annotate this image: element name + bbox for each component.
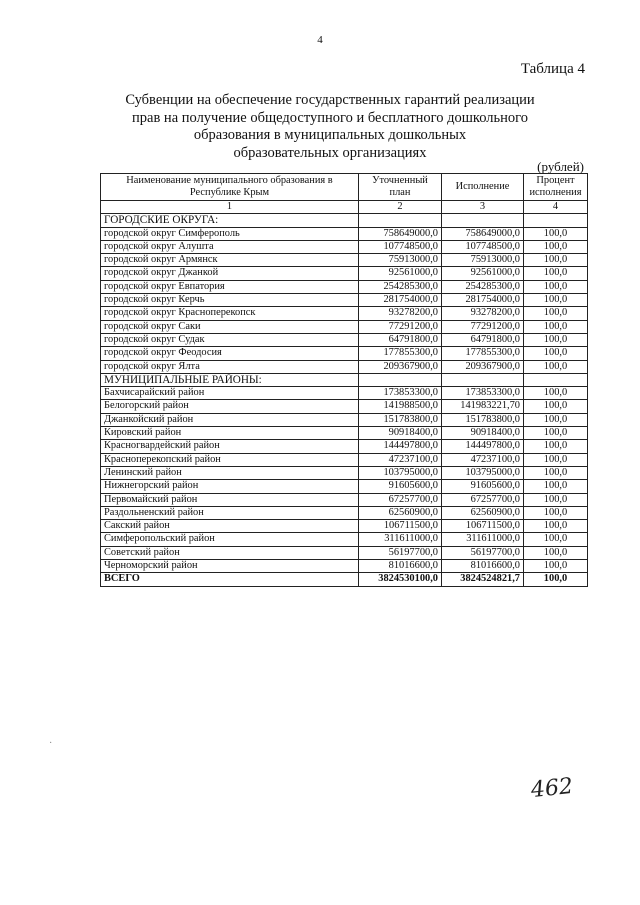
row-name: Первомайский район [101,493,359,506]
row-plan: 67257700,0 [359,493,442,506]
row-name: Белогорский район [101,400,359,413]
row-plan: 103795000,0 [359,466,442,479]
total-name: ВСЕГО [101,573,359,586]
row-name: Сакский район [101,520,359,533]
row-percent: 100,0 [524,520,588,533]
row-name: Нижнегорский район [101,480,359,493]
row-percent: 100,0 [524,440,588,453]
table-row [101,347,588,360]
row-execution: 56197700,0 [442,546,524,559]
row-name: городской округ Симферополь [101,227,359,240]
row-percent: 100,0 [524,413,588,426]
total-plan: 3824530100,0 [359,573,442,586]
table-row [101,466,588,479]
row-execution: 75913000,0 [442,254,524,267]
table-row [101,453,588,466]
table-row [101,280,588,293]
row-name: Симферопольский район [101,533,359,546]
row-percent: 100,0 [524,506,588,519]
row-execution: 47237100,0 [442,453,524,466]
page-number: 4 [317,34,323,46]
row-name: Джанкойский район [101,413,359,426]
row-plan: 62560900,0 [359,506,442,519]
table-row [101,427,588,440]
row-percent: 100,0 [524,294,588,307]
margin-mark: · [49,738,53,749]
row-plan: 144497800,0 [359,440,442,453]
row-execution: 144497800,0 [442,440,524,453]
row-plan: 47237100,0 [359,453,442,466]
row-execution: 141983221,70 [442,400,524,413]
handwritten-page-number: 462 [529,773,575,804]
row-name: городской округ Феодосия [101,347,359,360]
row-percent: 100,0 [524,427,588,440]
table-row [101,294,588,307]
row-plan: 56197700,0 [359,546,442,559]
row-percent: 100,0 [524,387,588,400]
row-plan: 90918400,0 [359,427,442,440]
row-execution: 107748500,0 [442,240,524,253]
row-name: Советский район [101,546,359,559]
table-row [101,307,588,320]
row-name: городской округ Красноперекопск [101,307,359,320]
row-percent: 100,0 [524,307,588,320]
row-plan: 77291200,0 [359,320,442,333]
row-execution: 67257700,0 [442,493,524,506]
title-line: прав на получение общедоступного и бесплатного дошкольного [132,109,528,126]
row-plan: 81016600,0 [359,560,442,573]
table-header-row [101,174,588,201]
row-plan: 311611000,0 [359,533,442,546]
row-execution: 281754000,0 [442,294,524,307]
document-title [120,92,540,162]
row-name: Бахчисарайский район [101,387,359,400]
title-line: Субвенции на обеспечение государственных гарантий реализации [125,92,535,108]
table-row [101,413,588,426]
column-numbers-row [101,201,588,214]
row-plan: 75913000,0 [359,254,442,267]
row-plan: 177855300,0 [359,347,442,360]
total-row [101,573,588,586]
row-execution: 93278200,0 [442,307,524,320]
title-line: образовательных организациях [233,144,427,161]
row-execution: 90918400,0 [442,427,524,440]
title-line: образования в муниципальных дошкольных [193,127,467,143]
row-plan: 92561000,0 [359,267,442,280]
row-plan: 106711500,0 [359,520,442,533]
total-execution: 3824524821,7 [442,573,524,586]
row-name: городской округ Алушта [101,240,359,253]
row-name: Раздольненский район [101,506,359,519]
table-label: Таблица 4 [520,61,585,77]
subventions-table [100,173,588,587]
row-percent: 100,0 [524,400,588,413]
table-row [101,320,588,333]
row-percent: 100,0 [524,493,588,506]
row-plan: 107748500,0 [359,240,442,253]
row-plan: 64791800,0 [359,333,442,346]
row-plan: 281754000,0 [359,294,442,307]
section-label: МУНИЦИПАЛЬНЫЕ РАЙОНЫ: [101,373,359,386]
row-percent: 100,0 [524,254,588,267]
row-execution: 91605600,0 [442,480,524,493]
row-plan: 93278200,0 [359,307,442,320]
row-plan: 758649000,0 [359,227,442,240]
row-percent: 100,0 [524,227,588,240]
table-row [101,493,588,506]
table-row [101,533,588,546]
section-label: ГОРОДСКИЕ ОКРУГА: [101,214,359,227]
row-percent: 100,0 [524,240,588,253]
column-number: 3 [442,201,524,214]
total-percent: 100,0 [524,573,588,586]
table-row [101,254,588,267]
row-execution: 177855300,0 [442,347,524,360]
row-name: городской округ Армянск [101,254,359,267]
column-number: 1 [101,201,359,214]
row-percent: 100,0 [524,320,588,333]
row-execution: 81016600,0 [442,560,524,573]
row-plan: 151783800,0 [359,413,442,426]
header-percent: Процент исполнения [524,174,588,201]
row-execution: 173853300,0 [442,387,524,400]
row-execution: 92561000,0 [442,267,524,280]
row-execution: 311611000,0 [442,533,524,546]
row-execution: 254285300,0 [442,280,524,293]
header-name: Наименование муниципального образования в Республике Крым [101,174,359,201]
row-name: городской округ Евпатория [101,280,359,293]
row-name: Красногвардейский район [101,440,359,453]
row-plan: 173853300,0 [359,387,442,400]
row-name: Красноперекопский район [101,453,359,466]
row-plan: 141988500,0 [359,400,442,413]
table-row [101,480,588,493]
header-execution: Исполнение [442,174,524,201]
section-row-districts [101,373,588,386]
row-plan: 209367900,0 [359,360,442,373]
column-number: 2 [359,201,442,214]
table-row [101,440,588,453]
row-execution: 209367900,0 [442,360,524,373]
table-row [101,333,588,346]
table-row [101,400,588,413]
table-row [101,506,588,519]
table-row [101,546,588,559]
row-plan: 91605600,0 [359,480,442,493]
table-row [101,267,588,280]
row-percent: 100,0 [524,360,588,373]
row-name: Кировский район [101,427,359,440]
row-percent: 100,0 [524,453,588,466]
row-name: городской округ Саки [101,320,359,333]
row-percent: 100,0 [524,347,588,360]
row-percent: 100,0 [524,533,588,546]
column-number: 4 [524,201,588,214]
row-percent: 100,0 [524,466,588,479]
row-name: городской округ Ялта [101,360,359,373]
row-execution: 103795000,0 [442,466,524,479]
section-row-cities [101,214,588,227]
row-execution: 77291200,0 [442,320,524,333]
row-execution: 758649000,0 [442,227,524,240]
table-row [101,520,588,533]
row-name: Черноморский район [101,560,359,573]
row-percent: 100,0 [524,480,588,493]
row-percent: 100,0 [524,560,588,573]
row-execution: 106711500,0 [442,520,524,533]
row-percent: 100,0 [524,280,588,293]
row-execution: 62560900,0 [442,506,524,519]
row-percent: 100,0 [524,546,588,559]
row-plan: 254285300,0 [359,280,442,293]
header-plan: Уточненный план [359,174,442,201]
row-name: городской округ Судак [101,333,359,346]
table-row [101,227,588,240]
row-execution: 151783800,0 [442,413,524,426]
row-name: городской округ Джанкой [101,267,359,280]
row-execution: 64791800,0 [442,333,524,346]
row-name: городской округ Керчь [101,294,359,307]
table-row [101,360,588,373]
row-percent: 100,0 [524,333,588,346]
units-label: (рублей) [537,159,584,174]
table-row [101,387,588,400]
row-percent: 100,0 [524,267,588,280]
row-name: Ленинский район [101,466,359,479]
table-row [101,240,588,253]
table-row [101,560,588,573]
